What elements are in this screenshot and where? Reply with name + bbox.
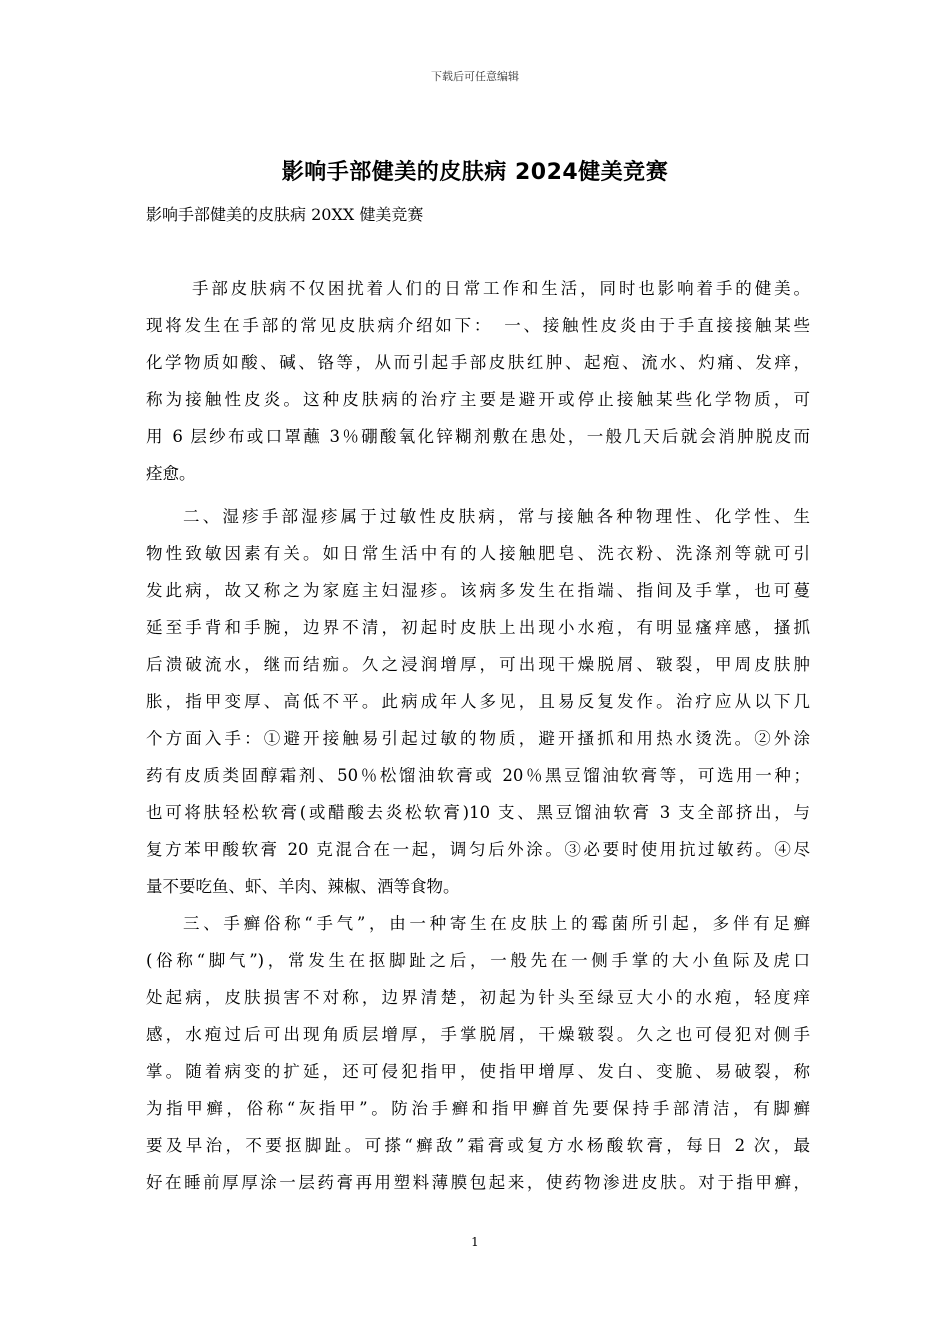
text-line: 个方面入手：①避开接触易引起过敏的物质，避开搔抓和用热水烫洗。②外涂 bbox=[146, 729, 810, 748]
page-number: 1 bbox=[471, 1235, 479, 1249]
text-line: 感，水疱过后可出现角质层增厚，手掌脱屑，干燥皲裂。久之也可侵犯对侧手 bbox=[146, 1025, 810, 1044]
paragraph-eczema bbox=[146, 498, 810, 905]
text-line: 为指甲癣，俗称“灰指甲”。防治手癣和指甲癣首先要保持手部清洁，有脚癣 bbox=[146, 1099, 810, 1118]
text-line: 延至手背和手腕，边界不清，初起时皮肤上出现小水疱，有明显瘙痒感，搔抓 bbox=[146, 618, 810, 637]
document-subtitle: 影响手部健美的皮肤病 20XX 健美竞赛 bbox=[146, 205, 424, 224]
text-line: 物性致敏因素有关。如日常生活中有的人接触肥皂、洗衣粉、洗涤剂等就可引 bbox=[146, 544, 810, 563]
document-body bbox=[146, 270, 810, 1201]
text-line: (俗称“脚气”)，常发生在抠脚趾之后，一般先在一侧手掌的大小鱼际及虎口 bbox=[146, 951, 810, 970]
page-header-note: 下载后可任意编辑 bbox=[431, 70, 519, 83]
text-line: 量不要吃鱼、虾、羊肉、辣椒、酒等食物。 bbox=[146, 877, 460, 896]
text-line: 三、手癣俗称“手气”，由一种寄生在皮肤上的霉菌所引起，多伴有足癣 bbox=[183, 914, 810, 933]
text-line: 二、湿疹手部湿疹属于过敏性皮肤病，常与接触各种物理性、化学性、生 bbox=[183, 507, 810, 526]
text-line: 处起病，皮肤损害不对称，边界清楚，初起为针头至绿豆大小的水疱，轻度痒 bbox=[146, 988, 810, 1007]
text-line: 化学物质如酸、碱、铬等，从而引起手部皮肤红肿、起疱、流水、灼痛、发痒， bbox=[146, 353, 810, 372]
text-line: 好在睡前厚厚涂一层药膏再用塑料薄膜包起来，使药物渗进皮肤。对于指甲癣， bbox=[146, 1173, 810, 1192]
paragraph-intro bbox=[146, 270, 810, 492]
text-line: 痊愈。 bbox=[146, 464, 196, 483]
text-line: 手部皮肤病不仅困扰着人们的日常工作和生活，同时也影响着手的健美。 bbox=[192, 279, 810, 298]
text-line: 用 6 层纱布或口罩蘸 3％硼酸氧化锌糊剂敷在患处，一般几天后就会消肿脱皮而 bbox=[146, 427, 810, 446]
text-line: 复方苯甲酸软膏 20 克混合在一起，调匀后外涂。③必要时使用抗过敏药。④尽 bbox=[146, 840, 810, 859]
text-line: 胀，指甲变厚、高低不平。此病成年人多见，且易反复发作。治疗应从以下几 bbox=[146, 692, 810, 711]
text-line: 现将发生在手部的常见皮肤病介绍如下： 一、接触性皮炎由于手直接接触某些 bbox=[146, 316, 810, 335]
text-line: 后溃破流水，继而结痂。久之浸润增厚，可出现干燥脱屑、皲裂，甲周皮肤肿 bbox=[146, 655, 810, 674]
text-line: 也可将肤轻松软膏(或醋酸去炎松软膏)10 支、黑豆馏油软膏 3 支全部挤出，与 bbox=[146, 803, 810, 822]
text-line: 掌。随着病变的扩延，还可侵犯指甲，使指甲增厚、发白、变脆、易破裂，称 bbox=[146, 1062, 810, 1081]
paragraph-hand-tinea bbox=[146, 905, 810, 1201]
text-line: 发此病，故又称之为家庭主妇湿疹。该病多发生在指端、指间及手掌，也可蔓 bbox=[146, 581, 810, 600]
text-line: 称为接触性皮炎。这种皮肤病的治疗主要是避开或停止接触某些化学物质，可 bbox=[146, 390, 810, 409]
text-line: 要及早治，不要抠脚趾。可搽“癣敌”霜膏或复方水杨酸软膏，每日 2 次，最 bbox=[146, 1136, 810, 1155]
document-title: 影响手部健美的皮肤病 2024健美竞赛 bbox=[281, 160, 669, 185]
text-line: 药有皮质类固醇霜剂、50％松馏油软膏或 20％黑豆馏油软膏等，可选用一种； bbox=[146, 766, 810, 785]
